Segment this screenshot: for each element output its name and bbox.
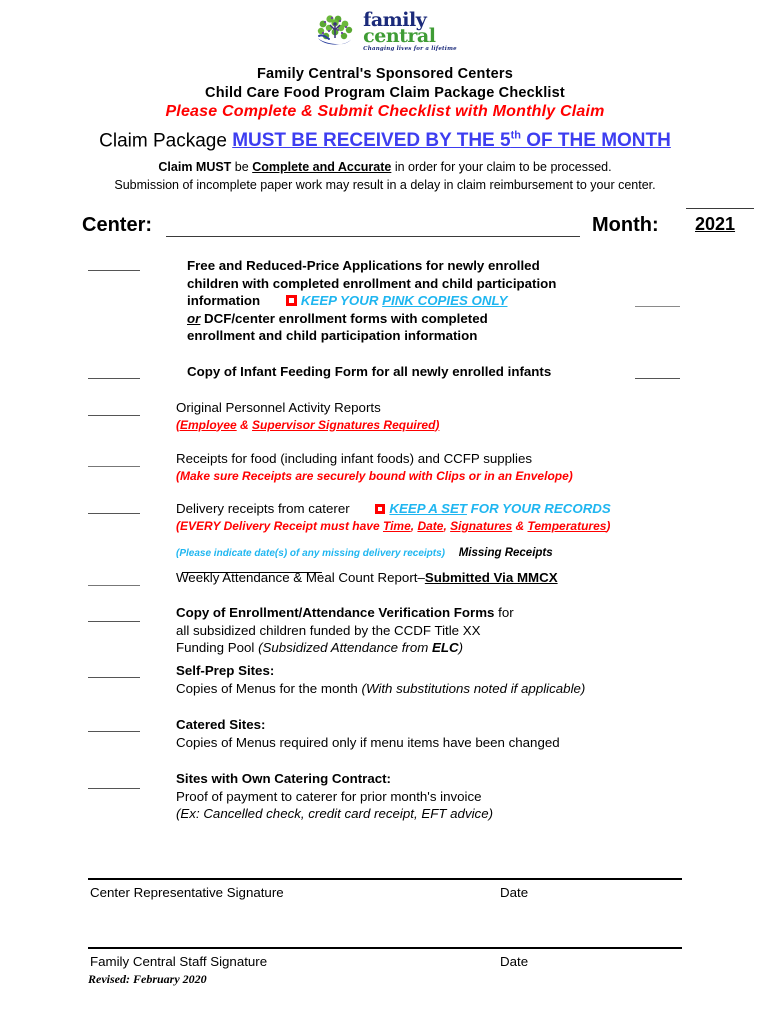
note-employee: (Employee — [176, 417, 237, 432]
item1-line1: Free and Reduced-Price Applications for newly enrolled — [187, 258, 540, 273]
center-rep-signature-label: Center Representative Signature — [90, 885, 284, 900]
for-your-records-text: FOR YOUR RECORDS — [466, 501, 611, 516]
item6-line1-a: Weekly Attendance & Meal Count Report– — [176, 570, 425, 585]
note-time: Time — [382, 518, 411, 533]
center-label: Center: — [82, 214, 153, 236]
checkbox-line-free-reduced[interactable] — [88, 270, 140, 271]
item7-line2: all subsidized children funded by the CCDF Title XX — [176, 622, 481, 638]
checkbox-line-delivery-receipts[interactable] — [88, 513, 140, 514]
deadline-text-a: MUST BE RECEIVED BY THE 5 — [232, 130, 511, 152]
month-top-rule — [686, 208, 754, 209]
self-prep-sites-title: Self-Prep Sites: — [176, 663, 275, 678]
header-line-3-red: Please Complete & Submit Checklist with Monthly Claim — [165, 103, 605, 120]
note-amp: & — [236, 417, 253, 432]
staff-signature-line[interactable] — [88, 947, 682, 949]
center-rep-date-label: Date — [500, 885, 529, 900]
center-month-row — [82, 214, 736, 242]
complete-accurate-text: Complete and Accurate — [252, 160, 392, 174]
item-free-reduced-price-applications — [187, 257, 657, 345]
item9-line1: Copies of Menus required only if menu items have been changed — [176, 734, 560, 750]
checkbox-line-enrollment-verification[interactable] — [88, 621, 140, 622]
note-sep3: & — [512, 518, 528, 533]
checkbox-line-infant-feeding[interactable] — [88, 378, 140, 379]
enrollment-forms-title: Copy of Enrollment/Attendance Verification Forms — [176, 605, 495, 620]
item-infant-feeding-form: Copy of Infant Feeding Form for all newly enrolled infants — [187, 364, 552, 379]
item7-paren: ) — [458, 640, 464, 655]
item-food-receipts — [176, 450, 666, 484]
center-rep-signature-line[interactable] — [88, 878, 682, 880]
pink-copies-only-text: PINK COPIES ONLY — [382, 293, 508, 308]
item8-copies: Copies of Menus for the month — [176, 680, 362, 696]
item4-line1: Receipts for food (including infant foods) and CCFP supplies — [176, 451, 533, 466]
checkbox-line-catered-sites[interactable] — [88, 731, 140, 732]
header-sub-line-2: Submission of incomplete paper work may result in a delay in claim reimbursement to your center. — [114, 178, 656, 192]
sub1-b: be — [231, 160, 253, 174]
item1-line2: children with completed enrollment and child participation — [187, 275, 557, 291]
keep-your-text: KEEP YOUR — [300, 293, 383, 308]
missing-receipts-hint: (Please indicate date(s) of any missing delivery receipts) — [176, 547, 445, 559]
checkbox-line-self-prep-sites[interactable] — [88, 677, 140, 678]
deadline-ordinal: th — [510, 130, 521, 142]
item-self-prep-sites — [176, 662, 676, 697]
item4-note: (Make sure Receipts are securely bound with Clips or in an Envelope) — [176, 468, 573, 483]
tree-in-hand-logo-icon — [313, 12, 357, 52]
item8-line1 — [176, 680, 676, 698]
header-line-2: Child Care Food Program Claim Package Checklist — [205, 85, 565, 101]
item-weekly-attendance-meal-count — [176, 569, 676, 587]
month-value[interactable]: 2021 — [695, 214, 736, 234]
keep-a-set-text: KEEP A SET — [389, 501, 467, 516]
item1-line4-rest: DCF/center enrollment forms with completed — [200, 310, 488, 326]
note-signatures: Signatures — [450, 518, 513, 533]
item10-line1: Proof of payment to caterer for prior month's invoice — [176, 788, 482, 804]
item-personnel-activity-reports — [176, 399, 656, 433]
note-sep1: , — [410, 518, 418, 533]
catered-sites-title: Catered Sites: — [176, 717, 266, 732]
own-catering-contract-title: Sites with Own Catering Contract: — [176, 771, 391, 786]
item1-line3-prefix: information — [187, 293, 261, 308]
sub1-d: in order for your claim to be processed. — [391, 160, 612, 174]
red-checkbox-icon[interactable] — [286, 295, 297, 306]
item-catered-sites — [176, 716, 676, 751]
item3-line1: Original Personnel Activity Reports — [176, 400, 381, 415]
logo-word-family: family — [363, 8, 427, 31]
header-sub-line-1 — [0, 160, 770, 174]
item7-subsidized: (Subsidized Attendance from — [258, 640, 432, 655]
item7-line3 — [176, 639, 676, 657]
item7-line1-b: for — [494, 605, 514, 620]
checkbox-line-food-receipts[interactable] — [88, 466, 140, 467]
note-date: Date — [417, 518, 444, 533]
family-central-logo — [0, 8, 770, 52]
item8-substitutions: (With substitutions noted if applicable) — [361, 680, 586, 696]
item-enrollment-attendance-verification — [176, 604, 676, 657]
note-sep2: , — [443, 518, 451, 533]
delivery-receipts-label: Delivery receipts from caterer — [176, 501, 350, 516]
item1-line3 — [187, 292, 657, 310]
checkbox-line-own-catering-contract[interactable] — [88, 788, 140, 789]
revised-date: Revised: February 2020 — [88, 972, 207, 986]
item3-note — [176, 417, 656, 433]
logo-tagline: Changing lives for a lifetime — [363, 45, 457, 52]
item1-line4 — [187, 310, 657, 328]
logo-word-central: central — [363, 25, 436, 48]
missing-receipts-label: Missing Receipts — [458, 546, 553, 559]
claim-must-text: Claim MUST — [158, 160, 232, 174]
checkbox-line-weekly-attendance[interactable] — [88, 585, 140, 586]
item-delivery-receipts — [176, 500, 676, 580]
staff-date-label: Date — [500, 954, 529, 969]
claim-package-prefix: Claim Package — [99, 130, 233, 152]
item5-note — [176, 518, 676, 534]
item5-line1 — [176, 500, 676, 518]
item-own-catering-contract — [176, 770, 676, 823]
claim-package-deadline — [0, 130, 770, 152]
red-checkbox-icon-2[interactable] — [375, 504, 385, 514]
item7-elc: ELC — [432, 640, 459, 655]
staff-signature-label: Family Central Staff Signature — [90, 954, 268, 969]
month-label: Month: — [592, 214, 659, 236]
item7-line1 — [176, 604, 676, 622]
center-input-line[interactable] — [166, 236, 580, 237]
note-temperatures: Temperatures — [527, 518, 607, 533]
item10-line2: (Ex: Cancelled check, credit card receipt, EFT advice) — [176, 806, 494, 821]
note-every-delivery: (EVERY Delivery Receipt must have — [176, 518, 383, 533]
item1-or: or — [187, 310, 201, 326]
header-line-1: Family Central's Sponsored Centers — [256, 66, 513, 82]
note-end: ) — [606, 518, 611, 533]
item7-funding-pool: Funding Pool — [176, 640, 259, 655]
claim-package-emphasis — [232, 130, 671, 151]
deadline-text-b: OF THE MONTH — [520, 130, 671, 152]
logo-wordmark — [363, 8, 457, 52]
note-supervisor: Supervisor Signatures Required) — [252, 417, 440, 432]
submitted-via-mmcx: Submitted Via MMCX — [424, 570, 558, 585]
item1-line5: enrollment and child participation information — [187, 328, 478, 343]
checkbox-line-personnel-activity[interactable] — [88, 415, 140, 416]
